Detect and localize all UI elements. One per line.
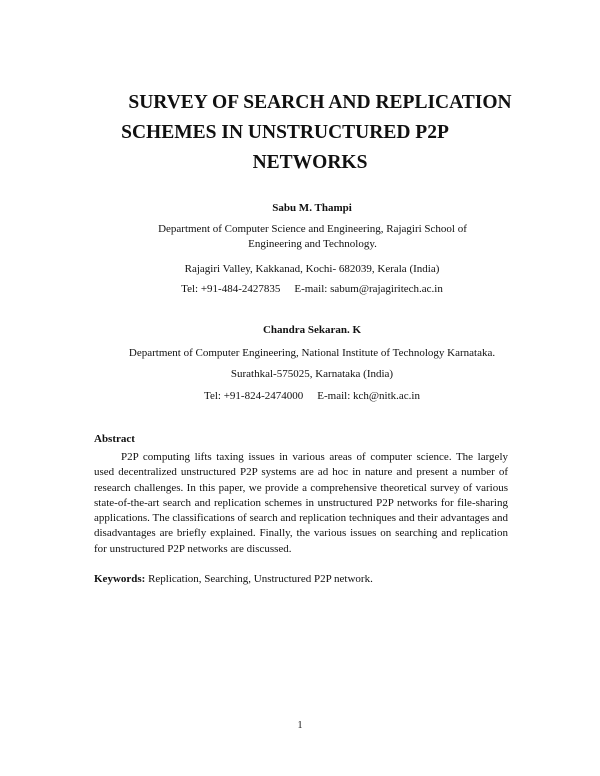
- page-number: 1: [297, 720, 303, 731]
- author-1-name: Sabu M. Thampi: [272, 202, 352, 214]
- keywords-text: Replication, Searching, Unstructured P2P network.: [148, 573, 373, 585]
- author-2-email: E-mail: kch@nitk.ac.in: [317, 390, 420, 402]
- abstract-heading: Abstract: [94, 433, 135, 445]
- author-2-address: Surathkal-575025, Karnataka (India): [230, 368, 394, 380]
- author-2-affiliation: Department of Computer Engineering, National Institute of Technology Karnataka.: [128, 347, 496, 359]
- author-1-affiliation: Department of Computer Science and Engineering, Rajagiri School of Engineering and Technology.: [158, 223, 467, 250]
- title-line-2: SCHEMES IN UNSTRUCTURED P2P: [121, 122, 449, 143]
- author-2-tel: Tel: +91-824-2474000: [204, 390, 304, 402]
- author-1-tel: Tel: +91-484-2427835: [181, 283, 281, 295]
- author-1-contact: [12, 282, 600, 297]
- author-2-contact: [12, 389, 600, 404]
- abstract-body: P2P computing lifts taxing issues in various areas of computer science. The largely used decentralized unstructured P2P systems are ad hoc in nature and present a number of research challenges. In this paper, we provide a comprehensive theoretical survey of various state-of-the-art search and replication schemes in unstructured P2P networks for file-sharing applications. The classifications of search and replication techniques and their advantages and disadvantages are briefly explained. Finally, the various issues on searching and replication for unstructured P2P networks are discussed.: [94, 451, 508, 555]
- keywords: [94, 572, 508, 587]
- keywords-label: Keywords:: [94, 573, 146, 585]
- author-1-email: E-mail: sabum@rajagiritech.ac.in: [294, 283, 443, 295]
- title-line-3: NETWORKS: [252, 152, 368, 173]
- author-1-address: Rajagiri Valley, Kakkanad, Kochi- 682039, Kerala (India): [184, 263, 440, 275]
- paper-title: [100, 88, 520, 178]
- author-2-name: Chandra Sekaran. K: [262, 324, 362, 336]
- title-line-1: SURVEY OF SEARCH AND REPLICATION: [128, 92, 512, 113]
